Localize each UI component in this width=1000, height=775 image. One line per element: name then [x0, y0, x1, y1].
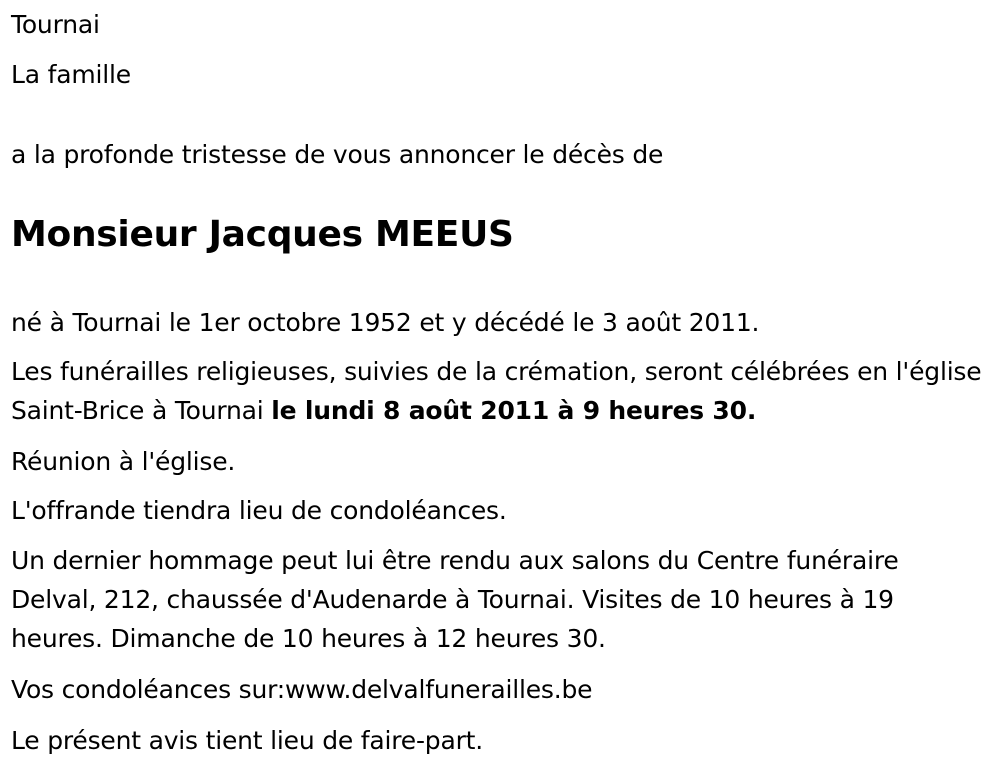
announcement-text: a la profonde tristesse de vous annoncer le décès de	[11, 140, 664, 169]
funeral-date: le lundi 8 août 2011 à 9 heures 30.	[271, 396, 757, 425]
meeting-text: Réunion à l'église.	[11, 447, 236, 476]
tribute-paragraph: Un dernier hommage peut lui être rendu aux salons du Centre funéraire Delval, 212, chaussée d'Audenarde à Tournai. Visites de 10 heures à 19 heures. Dimanche de 10 heures à 12 heures 30.	[11, 546, 899, 653]
funeral-text: Les funérailles religieuses, suivies de la crémation, seront célébrées en l'église Saint-Brice à Tournai	[11, 357, 982, 425]
deceased-name: Monsieur Jacques MEEUS	[11, 214, 514, 255]
birth-death-text: né à Tournai le 1er octobre 1952 et y décédé le 3 août 2011.	[11, 308, 760, 337]
funeral-paragraph	[11, 352, 986, 430]
condolences-text: Vos condoléances sur:www.delvalfunerailles.be	[11, 675, 593, 704]
city: Tournai	[11, 10, 100, 39]
offering-text: L'offrande tiendra lieu de condoléances.	[11, 496, 507, 525]
notice-text: Le présent avis tient lieu de faire-part.	[11, 726, 484, 755]
family-label: La famille	[11, 60, 131, 89]
